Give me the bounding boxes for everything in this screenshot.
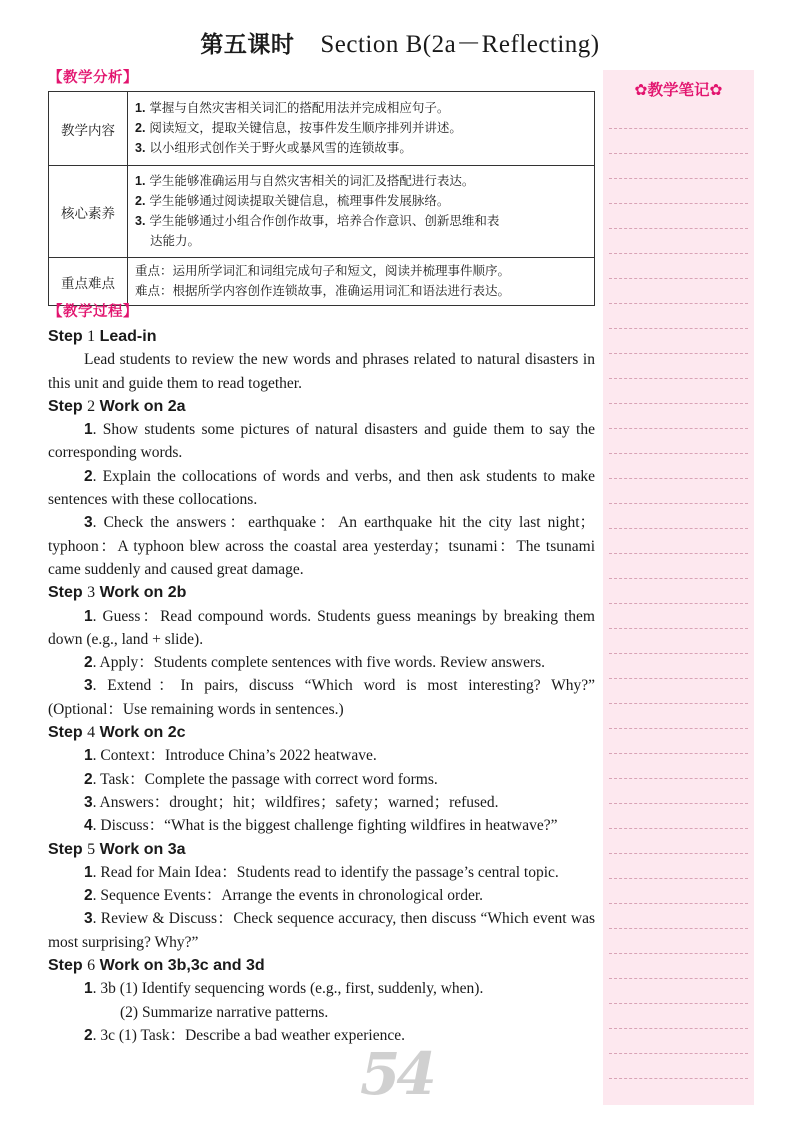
paragraph-text: . Show students some pictures of natural disasters and guide them to say the corresponding words. <box>48 421 595 462</box>
paragraph-text: . Discuss：“What is the biggest challenge fighting wildfires in heatwave?” <box>92 817 558 835</box>
note-line <box>609 878 748 879</box>
item-number: 1 <box>84 421 93 439</box>
step-paragraph <box>48 1024 595 1047</box>
analysis-line-text: 重点：运用所学词汇和词组完成句子和短文，阅读并梳理事件顺序。 <box>135 263 511 278</box>
step-paragraph <box>48 348 595 395</box>
paragraph-text: (2) Summarize narrative patterns. <box>120 1003 329 1021</box>
analysis-line-number: 2. <box>135 121 146 135</box>
item-number: 1 <box>84 863 93 881</box>
note-line <box>609 928 748 929</box>
analysis-line <box>135 261 588 281</box>
note-line <box>609 503 748 504</box>
step-paragraph <box>48 674 595 721</box>
note-line <box>609 528 748 529</box>
step-paragraph <box>48 511 595 581</box>
notes-title: ✿教学笔记✿ <box>634 81 723 99</box>
analysis-line <box>135 138 588 158</box>
analysis-row <box>49 166 595 258</box>
step-number: 3 <box>87 584 96 602</box>
analysis-tag: 【教学分析】 <box>48 70 138 86</box>
analysis-line-text: 达能力。 <box>150 233 201 248</box>
note-line <box>609 653 748 654</box>
page-number: 54 <box>360 1040 433 1108</box>
analysis-line <box>135 98 588 118</box>
analysis-row-content <box>128 92 595 166</box>
analysis-line <box>135 231 588 251</box>
item-number: 2 <box>84 467 93 485</box>
item-number: 3 <box>84 793 93 811</box>
note-line <box>609 428 748 429</box>
analysis-line-text: 学生能够通过小组合作创作故事，培养合作意识、创新思维和表 <box>149 213 500 228</box>
step-paragraph <box>48 884 595 907</box>
step-paragraph <box>48 744 595 767</box>
paragraph-text: . Context：Introduce China’s 2022 heatwave. <box>92 747 377 765</box>
paragraph-text: . Read for Main Idea：Students read to identify the passage’s central topic. <box>92 863 559 881</box>
note-line <box>609 178 748 179</box>
paragraph-text: . Explain the collocations of words and verbs, and then ask students to make sentences with these collocations. <box>48 467 595 509</box>
analysis-line <box>135 211 588 231</box>
paragraph-text: . Check the answers：earthquake：An earthquake hit the city last night；typhoon：A typhoon blew across the coastal area yesterday；tsunami：The tsunami came suddenly and caused great damage. <box>48 514 595 578</box>
note-line <box>609 778 748 779</box>
step-paragraph <box>48 791 595 814</box>
analysis-line-number: 3. <box>135 141 146 155</box>
step-number: 5 <box>87 840 96 858</box>
step-word: Step <box>48 328 83 345</box>
note-line <box>609 453 748 454</box>
note-line <box>609 1028 748 1029</box>
note-line <box>609 1053 748 1054</box>
item-number: 3 <box>84 677 93 695</box>
step-paragraph <box>48 977 595 1000</box>
note-line <box>609 953 748 954</box>
step-paragraph <box>48 861 595 884</box>
note-line <box>609 128 748 129</box>
page-title <box>0 24 800 60</box>
paragraph-text: . 3c (1) Task：Describe a bad weather experience. <box>92 1026 405 1044</box>
paragraph-text: . Answers：drought；hit；wildfires；safety；warned；refused. <box>92 793 499 811</box>
note-line <box>609 328 748 329</box>
paragraph-text: . Extend：In pairs, discuss “Which word is most interesting? Why?” (Optional：Use remaining words in sentences.) <box>48 677 595 718</box>
analysis-line-text: 掌握与自然灾害相关词汇的搭配用法并完成相应句子。 <box>149 100 450 115</box>
step-number: 4 <box>87 724 96 742</box>
analysis-line <box>135 118 588 138</box>
note-line <box>609 978 748 979</box>
note-line <box>609 803 748 804</box>
analysis-line <box>135 191 588 211</box>
item-number: 2 <box>84 770 93 788</box>
analysis-line-text: 阅读短文，提取关键信息，按事件发生顺序排列并讲述。 <box>149 120 462 135</box>
analysis-line-text: 学生能够准确运用与自然灾害相关的词汇及搭配进行表达。 <box>149 173 475 188</box>
analysis-line-text: 以小组形式创作关于野火或暴风雪的连锁故事。 <box>149 140 412 155</box>
lesson-label: 第五课时 <box>200 31 295 58</box>
step-paragraph <box>48 418 595 465</box>
step-paragraph <box>48 1001 595 1024</box>
note-line <box>609 1078 748 1079</box>
note-line <box>609 378 748 379</box>
step-title: Lead-in <box>99 328 157 345</box>
item-number: 1 <box>84 980 93 998</box>
step-number: 1 <box>87 328 96 345</box>
analysis-line-number: 2. <box>135 194 146 208</box>
note-line <box>609 703 748 704</box>
analysis-line <box>135 281 588 301</box>
item-number: 1 <box>84 747 93 765</box>
analysis-table <box>48 91 595 306</box>
analysis-line-text: 学生能够通过阅读提取关键信息，梳理事件发展脉络。 <box>149 193 450 208</box>
step-paragraph <box>48 907 595 954</box>
note-line <box>609 253 748 254</box>
step-paragraph <box>48 465 595 512</box>
step-title: Work on 3a <box>99 840 186 858</box>
paragraph-text: . Guess：Read compound words. Students guess meanings by breaking them down (e.g., land + slide). <box>48 607 595 648</box>
step-title: Work on 2a <box>99 397 186 415</box>
item-number: 3 <box>84 910 93 928</box>
step-paragraph <box>48 651 595 674</box>
step-word: Step <box>48 724 83 742</box>
note-line <box>609 728 748 729</box>
note-line <box>609 353 748 354</box>
analysis-line <box>135 171 588 191</box>
note-line <box>609 553 748 554</box>
note-line <box>609 478 748 479</box>
note-line <box>609 203 748 204</box>
item-number: 3 <box>84 514 93 532</box>
step-paragraph <box>48 814 595 837</box>
analysis-row <box>49 258 595 306</box>
step-title: Work on 3b,3c and 3d <box>99 957 265 975</box>
note-line <box>609 228 748 229</box>
step-heading <box>48 721 595 744</box>
step-heading <box>48 838 595 861</box>
step-number: 6 <box>87 957 96 975</box>
item-number: 2 <box>84 887 93 905</box>
analysis-row-label: 教学内容 <box>49 92 128 166</box>
paragraph-text: . Review & Discuss：Check sequence accuracy, then discuss “Which event was most surprising? Why?” <box>48 910 595 951</box>
teaching-process <box>48 325 595 1047</box>
paragraph-text: Lead students to review the new words and phrases related to natural disasters in this unit and guide them to read together. <box>48 351 595 392</box>
item-number: 4 <box>84 817 93 835</box>
item-number: 1 <box>84 607 93 625</box>
analysis-line-number: 3. <box>135 214 146 228</box>
note-line <box>609 603 748 604</box>
analysis-row-label: 重点难点 <box>49 258 128 306</box>
item-number: 2 <box>84 654 93 672</box>
step-heading <box>48 325 595 348</box>
paragraph-text: . Apply：Students complete sentences with five words. Review answers. <box>92 654 546 672</box>
analysis-row-label: 核心素养 <box>49 166 128 258</box>
item-number: 2 <box>84 1026 93 1044</box>
step-word: Step <box>48 957 83 975</box>
note-line <box>609 278 748 279</box>
note-line <box>609 903 748 904</box>
analysis-line-text: 难点：根据所学内容创作连锁故事，准确运用词汇和语法进行表达。 <box>135 283 511 298</box>
note-line <box>609 303 748 304</box>
step-heading <box>48 954 595 977</box>
note-line <box>609 753 748 754</box>
step-word: Step <box>48 584 83 602</box>
note-line <box>609 1003 748 1004</box>
section-label: Section B(2a－Reflecting) <box>320 31 600 58</box>
step-title: Work on 2c <box>99 724 186 742</box>
analysis-row <box>49 92 595 166</box>
note-line <box>609 678 748 679</box>
analysis-line-number: 1. <box>135 101 146 115</box>
paragraph-text: . Task：Complete the passage with correct word forms. <box>92 770 438 788</box>
paragraph-text: . Sequence Events：Arrange the events in chronological order. <box>92 887 484 905</box>
process-tag: 【教学过程】 <box>48 304 138 320</box>
analysis-row-content <box>128 166 595 258</box>
note-line <box>609 828 748 829</box>
paragraph-text: . 3b (1) Identify sequencing words (e.g., first, suddenly, when). <box>92 980 484 998</box>
note-line <box>609 628 748 629</box>
step-word: Step <box>48 840 83 858</box>
note-line <box>609 853 748 854</box>
step-heading <box>48 395 595 418</box>
step-word: Step <box>48 397 83 415</box>
analysis-row-content <box>128 258 595 306</box>
note-line <box>609 578 748 579</box>
note-line <box>609 153 748 154</box>
step-heading <box>48 581 595 604</box>
notes-panel <box>603 70 754 1105</box>
note-line <box>609 403 748 404</box>
step-paragraph <box>48 768 595 791</box>
step-number: 2 <box>87 397 96 415</box>
step-paragraph <box>48 605 595 652</box>
step-title: Work on 2b <box>99 584 187 602</box>
analysis-line-number: 1. <box>135 174 146 188</box>
